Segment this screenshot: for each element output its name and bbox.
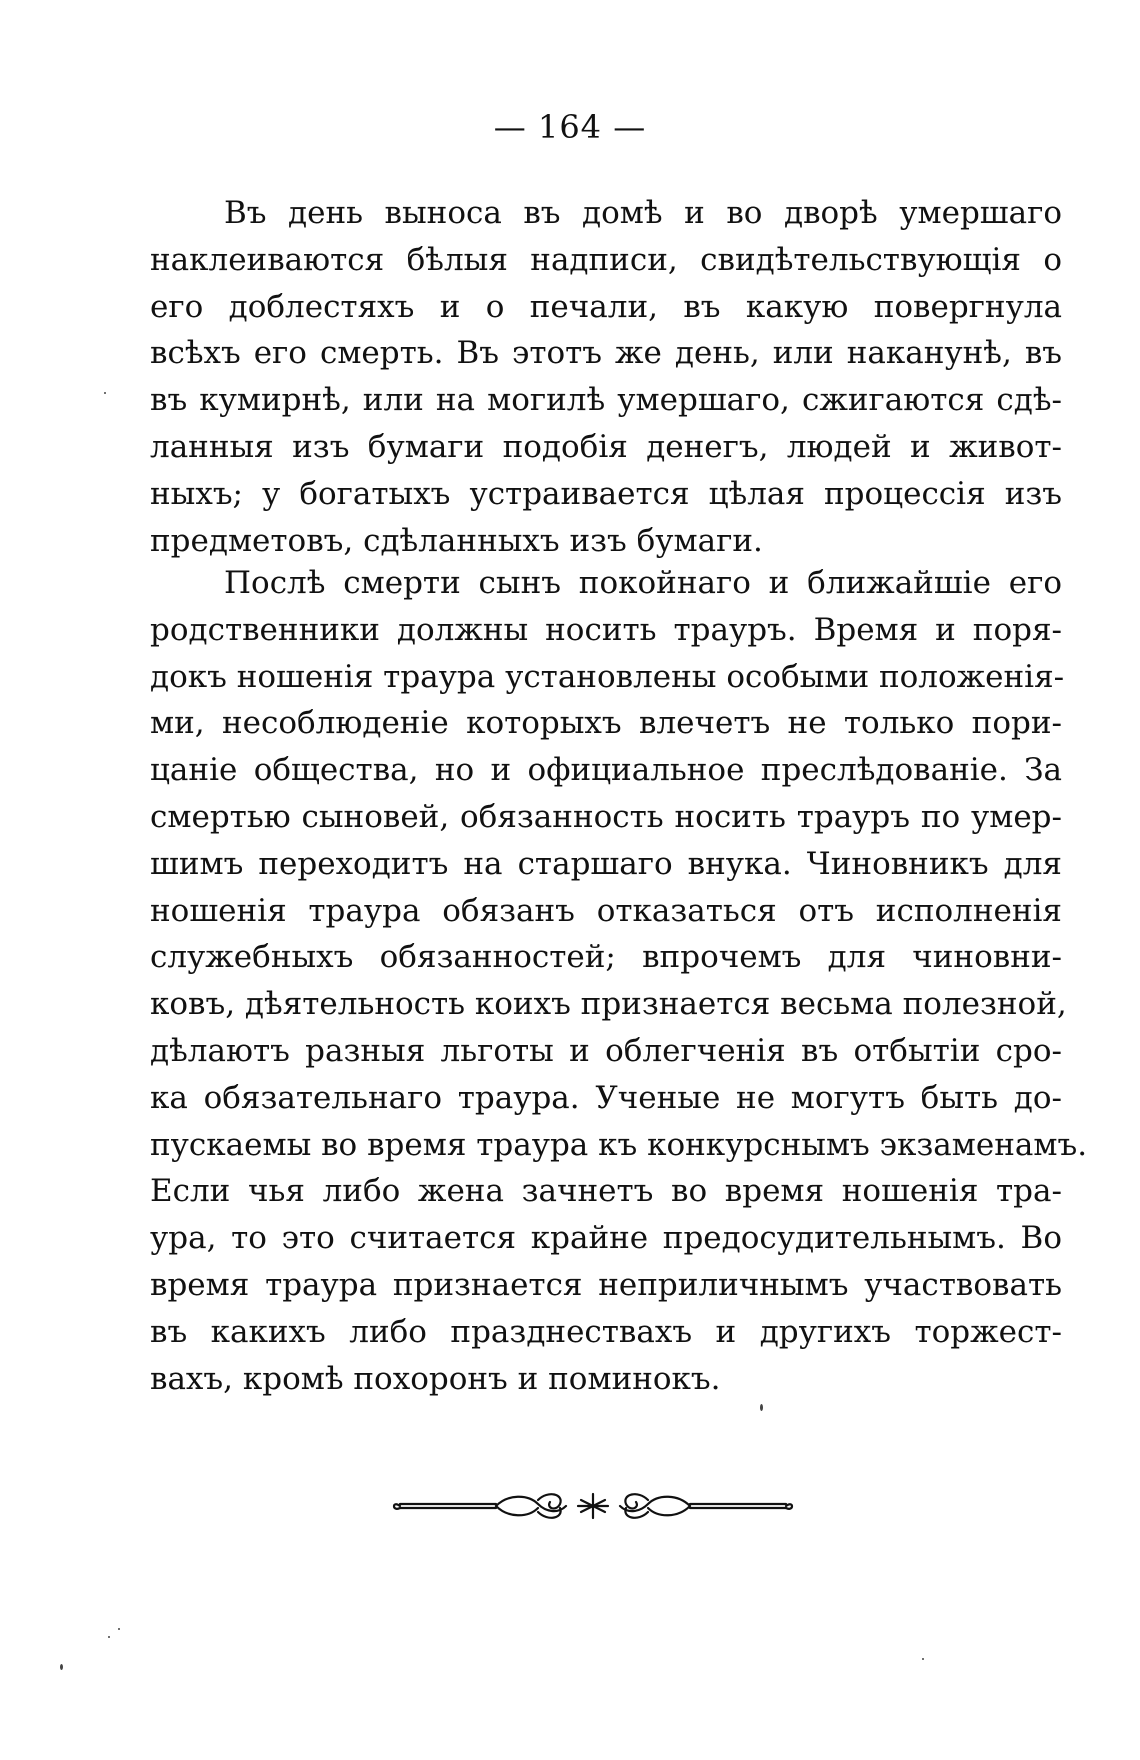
scroll-flourish-ornament-icon [388,1486,798,1526]
scan-speck [104,392,106,394]
scan-speck [922,1658,924,1660]
text-line: ношенія траура обязанъ отказаться отъ исполненія [150,892,1062,929]
text-line: время траура признается неприличнымъ участвовать [150,1266,1062,1303]
text-line: всѣхъ его смерть. Въ этотъ же день, или наканунѣ, въ [150,335,1062,372]
scan-speck [108,1636,110,1638]
scan-speck [760,1404,763,1411]
scan-speck [118,1628,120,1630]
text-line: докъ ношенія траура установлены особыми положенія- [150,658,1065,695]
text-line: дѣлаютъ разныя льготы и облегченія въ отбытіи сро- [150,1032,1062,1069]
text-line: въ какихъ либо празднествахъ и другихъ торжест- [150,1313,1062,1350]
text-line: Если чья либо жена зачнетъ во время ношенія тра- [150,1173,1062,1210]
page-number: — 164 — [493,108,647,146]
text-line: въ кумирнѣ, или на могилѣ умершаго, сжигаются сдѣ- [150,382,1062,419]
text-line: Въ день выноса въ домѣ и во дворѣ умершаго [224,195,1062,231]
text-line: ныхъ; у богатыхъ устраивается цѣлая процессія изъ [150,475,1062,512]
text-line: родственники должны носить трауръ. Время и поря- [150,611,1062,648]
text-line: ми, несоблюденіе которыхъ влечетъ не только пори- [150,705,1062,742]
text-line: шимъ переходитъ на старшаго внука. Чиновникъ для [150,845,1062,882]
text-line: ура, то это считается крайне предосудительнымъ. Во [150,1220,1062,1257]
text-line: его доблестяхъ и о печали, въ какую повергнула [150,288,1062,325]
text-line: пускаемы во время траура къ конкурснымъ экзаменамъ. [150,1126,1088,1163]
text-line: наклеиваются бѣлыя надписи, свидѣтельствующія о [150,241,1062,278]
scan-speck [60,1664,63,1670]
text-line: Послѣ смерти сынъ покойнаго и ближайшіе его [224,565,1062,601]
text-line: вахъ, кромѣ похоронъ и поминокъ. [150,1360,721,1397]
text-line: ковъ, дѣятельность коихъ признается весьма полезной, [150,986,1067,1023]
text-line: смертью сыновей, обязанность носить трауръ по умер- [150,798,1062,835]
paragraph-2 [150,560,1088,1402]
text-line: ланныя изъ бумаги подобія денегъ, людей и живот- [150,428,1062,465]
text-line: служебныхъ обязанностей; впрочемъ для чиновни- [150,939,1062,976]
paragraph-1 [150,190,1062,564]
text-line: ка обязательнаго траура. Ученые не могутъ быть до- [150,1079,1062,1116]
text-line: предметовъ, сдѣланныхъ изъ бумаги. [150,522,763,559]
text-line: цаніе общества, но и официальное преслѣдованіе. За [150,752,1062,789]
